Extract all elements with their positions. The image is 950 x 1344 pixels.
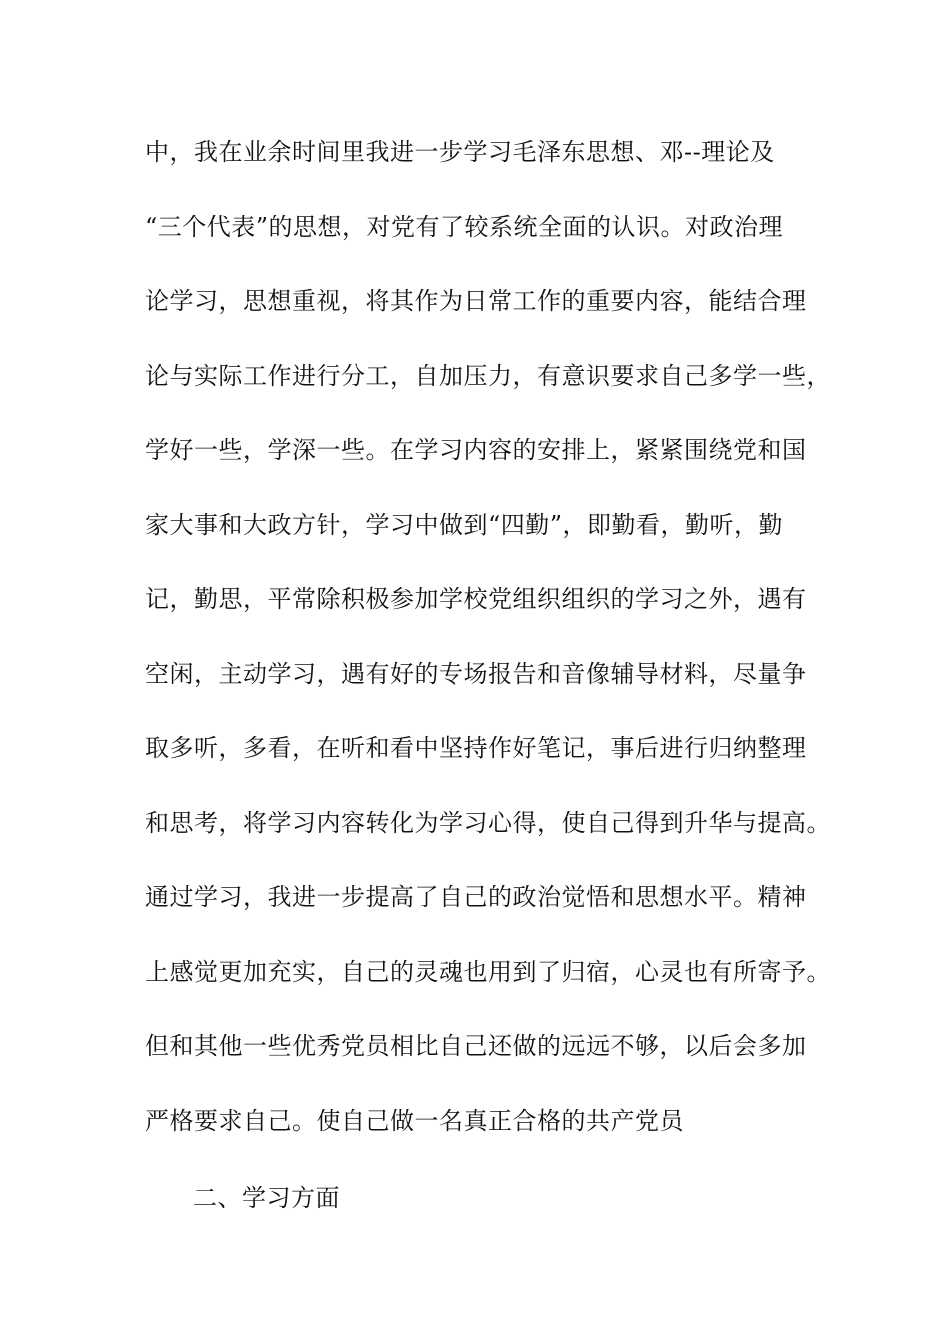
text-line: 通过学习，我进一步提高了自己的政治觉悟和思想水平。精神 xyxy=(145,883,807,911)
text-line: 和思考，将学习内容转化为学习心得，使自己得到升华与提高。 xyxy=(145,808,831,837)
body-paragraph xyxy=(145,132,831,1175)
text-line: 家大事和大政方针，学习中做到“四勤”，即勤看，勤听，勤 xyxy=(145,510,784,539)
text-line: 记，勤思，平常除积极参加学校党组织组织的学习之外，遇有 xyxy=(145,585,807,613)
text-line: 学好一些，学深一些。在学习内容的安排上，紧紧围绕党和国 xyxy=(145,436,807,464)
text-line: 严格要求自己。使自己做一名真正合格的共产党员 xyxy=(145,1106,684,1135)
text-line: 论学习，思想重视，将其作为日常工作的重要内容，能结合理 xyxy=(145,287,807,315)
text-line: “三个代表”的思想，对党有了较系统全面的认识。对政治理 xyxy=(145,212,784,241)
section-heading: 二、学习方面 xyxy=(193,1184,340,1212)
text-line: 取多听，多看，在听和看中坚持作好笔记，事后进行归纳整理 xyxy=(145,734,807,762)
text-line: 空闲，主动学习，遇有好的专场报告和音像辅导材料，尽量争 xyxy=(145,659,807,688)
text-line: 上感觉更加充实，自己的灵魂也用到了归宿，心灵也有所寄予。 xyxy=(145,957,831,986)
text-line: 但和其他一些优秀党员相比自己还做的远远不够，以后会多加 xyxy=(145,1032,807,1060)
text-line: 论与实际工作进行分工，自加压力，有意识要求自己多学一些， xyxy=(145,361,831,390)
text-line: 中，我在业余时间里我进一步学习毛泽东思想、邓--理论及 xyxy=(145,138,775,166)
